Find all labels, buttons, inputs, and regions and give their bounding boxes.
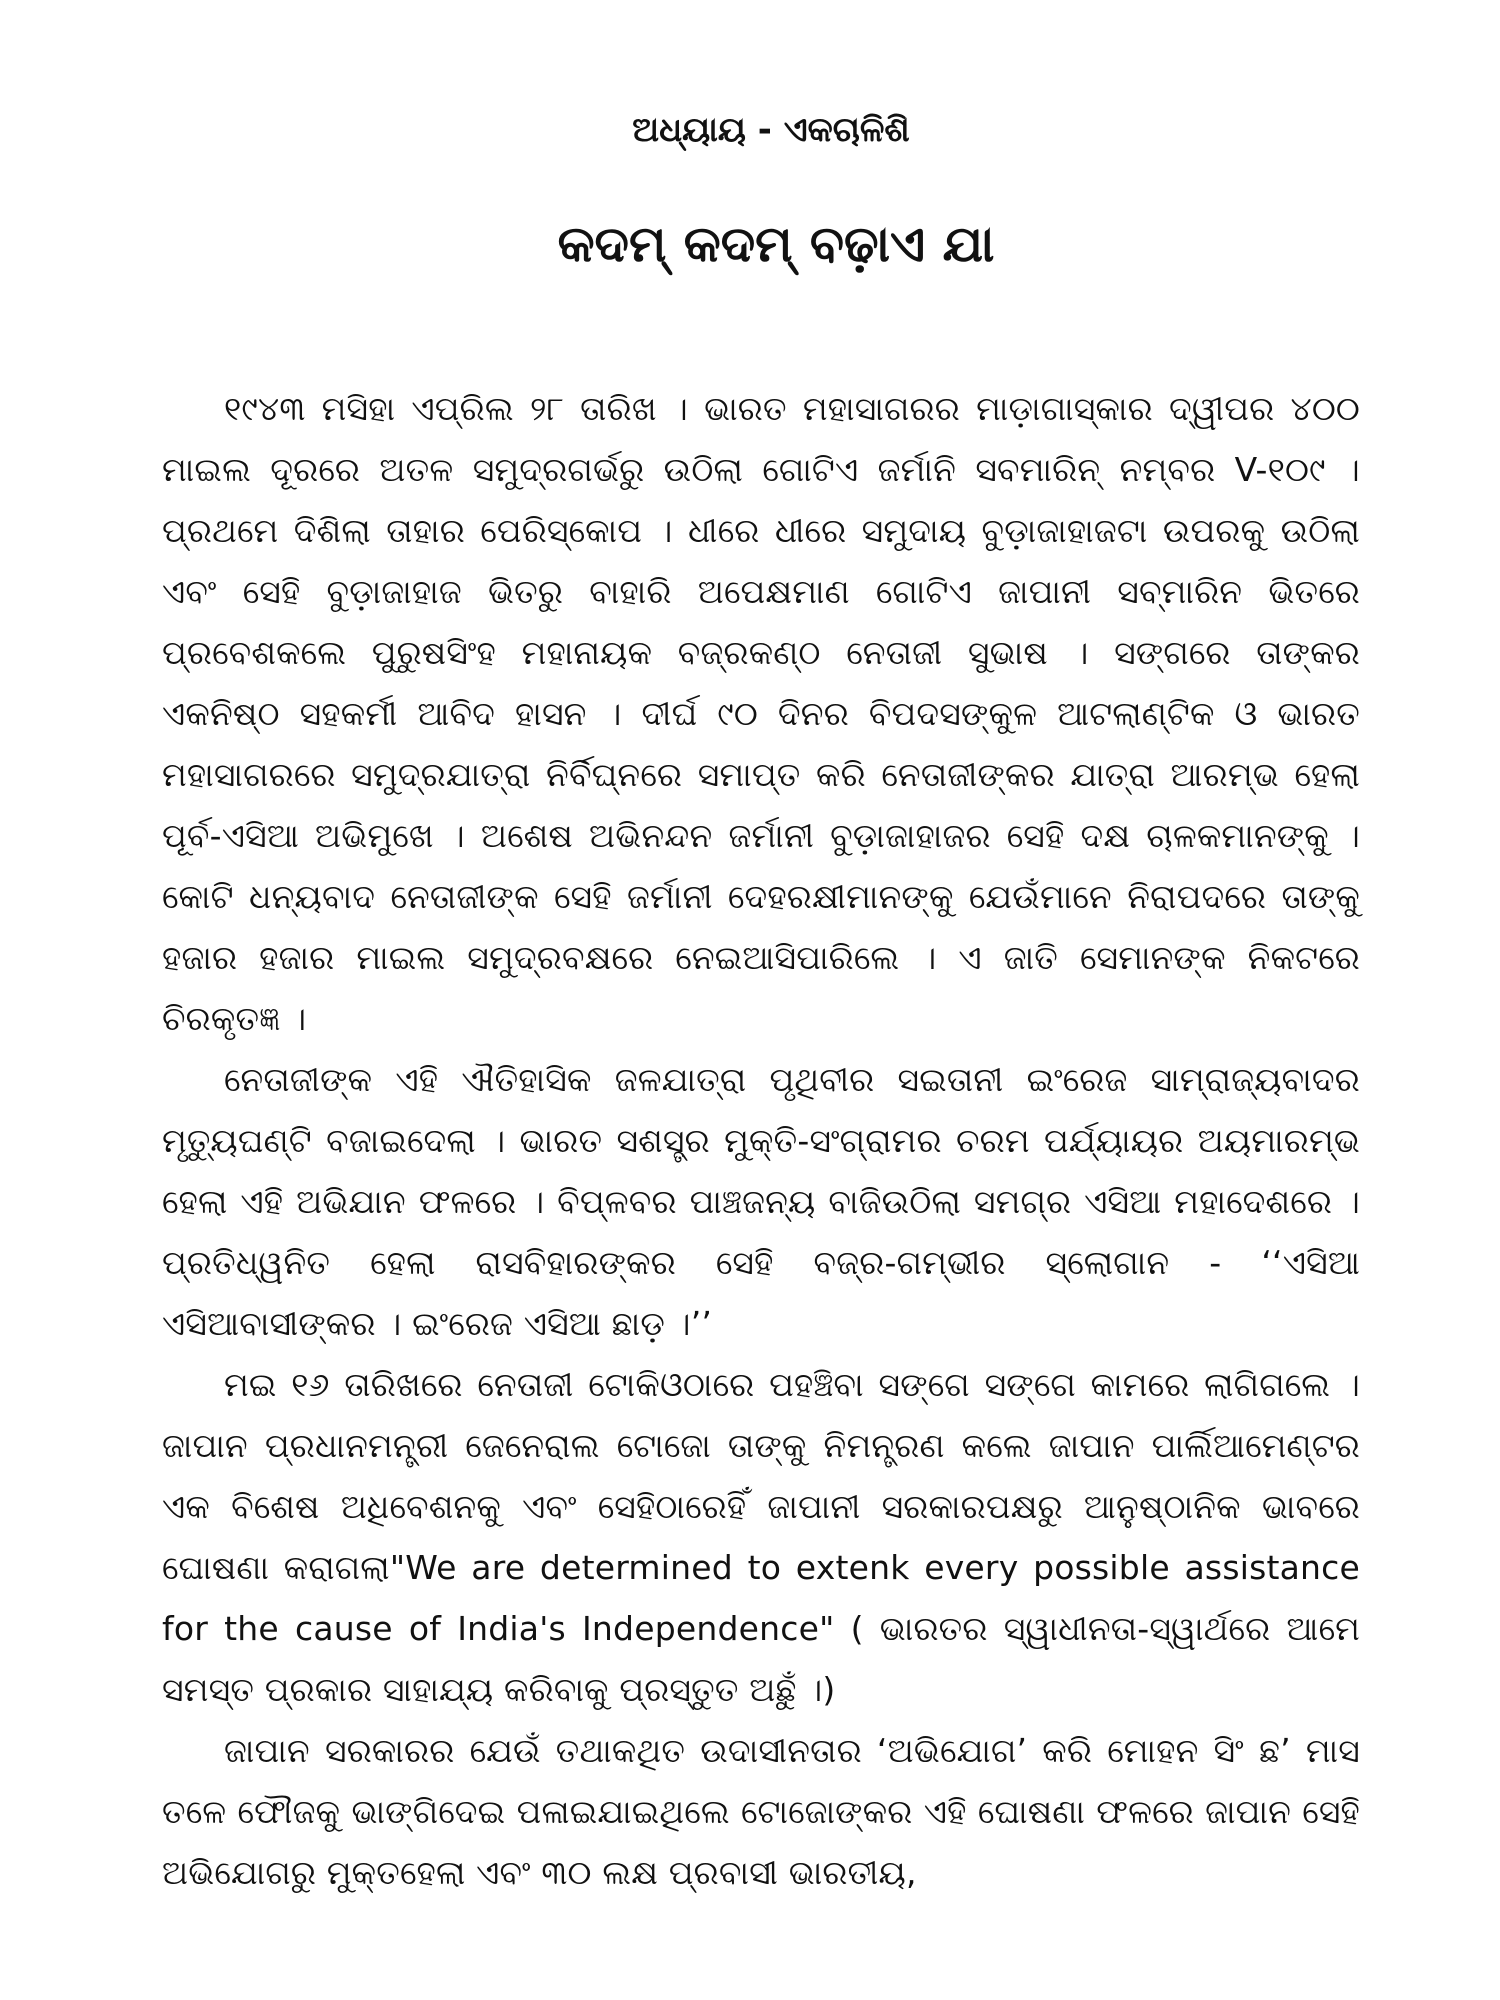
paragraph: ନେତାଜୀଙ୍କ ଏହି ଐତିହାସିକ ଜଳଯାତ୍ରା ପୃଥିବୀର ସଇତାନୀ ଇଂରେଜ ସାମ୍ରାଜ୍ୟବାଦର ମୃତ୍ୟୁଘଣ୍ଟି ବଜାଇଦେଲା । ଭାରତ ସଶସ୍ତ୍ର ମୁକ୍ତି-ସଂଗ୍ରାମର ଚରମ ପର୍ଯ୍ୟାୟର ଅୟମାରମ୍ଭ ହେଲା ଏହି ଅଭିଯାନ ଫଳରେ । ବିପ୍ଳବର ପାଞ୍ଚଜନ୍ୟ ବାଜିଉଠିଲା ସମଗ୍ର ଏସିଆ ମହାଦେଶରେ । ପ୍ରତିଧ୍ୱନିତ ହେଲା ରାସବିହାରଙ୍କର ସେହି ବଜ୍ର-ଗମ୍ଭୀର ସ୍ଲୋଗାନ - ‘‘ଏସିଆ ଏସିଆବାସୀଙ୍କର । ଇଂରେଜ ଏସିଆ ଛାଡ଼ ।’’ [162, 1060, 1360, 1343]
body-text [162, 378, 1360, 1903]
chapter-title: କଦମ୍ କଦମ୍ ବଢ଼ାଏ ଯା [557, 215, 995, 273]
paragraph: ମଇ ୧୬ ତାରିଖରେ ନେତାଜୀ ଟୋକିଓଠାରେ ପହଞ୍ଚିବା ସଙ୍ଗେ ସଙ୍ଗେ କାମରେ ଲାଗିଗଲେ । ଜାପାନ ପ୍ରଧାନମନ୍ତ୍ରୀ ଜେନେରାଲ ଟୋଜୋ ତାଙ୍କୁ ନିମନ୍ତ୍ରଣ କଲେ ଜାପାନ ପାର୍ଲିଆମେଣ୍ଟର ଏକ ବିଶେଷ ଅଧିବେଶନକୁ ଏବଂ ସେହିଠାରେହିଁ ଜାପାନୀ ସରକାରପକ୍ଷରୁ ଆନୁଷ୍ଠାନିକ ଭାବରେ ଘୋଷଣା କରାଗଲା"We are determined to extenk every possible assistance for the cause of India's Independence" ( ଭାରତର ସ୍ୱାଧୀନତା-ସ୍ୱାର୍ଥରେ ଆମେ ସମସ୍ତ ପ୍ରକାର ସାହାଯ୍ୟ କରିବାକୁ ପ୍ରସ୍ତୁତ ଅଛୁଁ ।) [162, 1365, 1360, 1709]
paragraph: ୧୯୪୩ ମସିହା ଏପ୍ରିଲ ୨୮ ତାରିଖ । ଭାରତ ମହାସାଗରର ମାଡ଼ାଗାସ୍କାର ଦ୍ୱୀପର ୪୦୦ ମାଇଲ ଦୂରରେ ଅତଳ ସମୁଦ୍ରଗର୍ଭରୁ ଉଠିଲା ଗୋଟିଏ ଜର୍ମାନି ସବମାରିନ୍ ନମ୍ବର V-୧୦୯ । ପ୍ରଥମେ ଦିଶିଲା ତାହାର ପେରିସ୍କୋପ । ଧୀରେ ଧୀରେ ସମୁଦାୟ ବୁଡ଼ାଜାହାଜଟା ଉପରକୁ ଉଠିଲା ଏବଂ ସେହି ବୁଡ଼ାଜାହାଜ ଭିତରୁ ବାହାରି ଅପେକ୍ଷମାଣ ଗୋଟିଏ ଜାପାନୀ ସବ୍‌ମାରିନ ଭିତରେ ପ୍ରବେଶକଲେ ପୁରୁଷସିଂହ ମହାନାୟକ ବଜ୍ରକଣ୍ଠ ନେତାଜୀ ସୁଭାଷ । ସଙ୍ଗରେ ତାଙ୍କର ଏକନିଷ୍ଠ ସହକର୍ମୀ ଆବିଦ ହାସନ । ଦୀର୍ଘ ୯୦ ଦିନର ବିପଦସଙ୍କୁଳ ଆଟଲାଣ୍ଟିକ ଓ ଭାରତ ମହାସାଗରରେ ସମୁଦ୍ରଯାତ୍ରା ନିର୍ବିଘ୍ନରେ ସମାପ୍ତ କରି ନେତାଜୀଙ୍କର ଯାତ୍ରା ଆରମ୍ଭ ହେଲା ପୂର୍ବ-ଏସିଆ ଅଭିମୁଖେ । ଅଶେଷ ଅଭିନନ୍ଦନ ଜର୍ମାନୀ ବୁଡ଼ାଜାହାଜର ସେହି ଦକ୍ଷ ଚାଳକମାନଙ୍କୁ । କୋଟି ଧନ୍ୟବାଦ ନେତାଜୀଙ୍କ ସେହି ଜର୍ମାନୀ ଦେହରକ୍ଷୀମାନଙ୍କୁ ଯେଉଁମାନେ ନିରାପଦରେ ତାଙ୍କୁ ହଜାର ହଜାର ମାଇଲ ସମୁଦ୍ରବକ୍ଷରେ ନେଇଆସିପାରିଲେ । ଏ ଜାତି ସେମାନଙ୍କ ନିକଟରେ ଚିରକୃତଜ୍ଞ । [162, 389, 1360, 1038]
paragraph: ଜାପାନ ସରକାରର ଯେଉଁ ତଥାକଥିତ ଉଦାସୀନତାର ‘ଅଭିଯୋଗ’ କରି ମୋହନ ସିଂ ଛ’ ମାସ ତଳେ ଫୌଜକୁ ଭାଙ୍ଗିଦେଇ ପଳାଇଯାଇଥିଲେ ଟୋଜୋଙ୍କର ଏହି ଘୋଷଣା ଫଳରେ ଜାପାନ ସେହି ଅଭିଯୋଗରୁ ମୁକ୍ତହେଲା ଏବଂ ୩୦ ଲକ୍ଷ ପ୍ରବାସୀ ଭାରତୀୟ, [162, 1731, 1360, 1892]
chapter-label: ଅଧ୍ୟାୟ - ଏକଚାଳିଶି [632, 110, 910, 150]
